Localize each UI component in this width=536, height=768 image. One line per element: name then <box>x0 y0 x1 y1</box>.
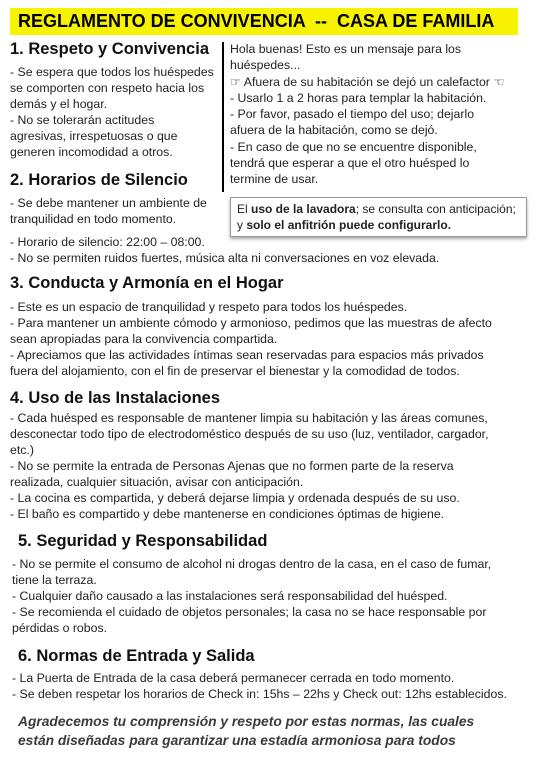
section-2-line: tranquilidad en todo momento. <box>10 212 177 226</box>
section-4-line: - La cocina es compartida, y deberá dejarse limpia y ordenada después de su uso. <box>10 491 460 505</box>
message-line <box>230 74 526 90</box>
message-line-text: Afuera de su habitación se dejó un calefactor <box>243 74 490 89</box>
section-5-line: - No se permite el consumo de alcohol ni drogas dentro de la casa, en el caso de fumar, <box>12 557 492 571</box>
message-line: huéspedes... <box>230 58 301 73</box>
section-1-line: demás y el hogar. <box>10 97 108 111</box>
message-line: - En caso de que no se encuentre disponible, <box>230 139 477 154</box>
message-line: afuera de la habitación, como se dejó. <box>230 123 438 138</box>
section-3-body <box>10 299 492 379</box>
section-5-line: - Cualquier daño causado a las instalaciones será responsabilidad del huésped. <box>12 589 448 603</box>
section-2-body-short <box>10 195 207 227</box>
section-5-line: tiene la terraza. <box>12 573 97 587</box>
section-6-body <box>12 670 507 702</box>
section-3-line: - Este es un espacio de tranquilidad y respeto para todos los huéspedes. <box>10 300 408 314</box>
section-4-line: realizada, cualquier situación, avisar con anticipación. <box>10 475 304 489</box>
pointing-right-hand-icon: ☞ <box>230 74 242 89</box>
section-1-line: agresivas, irrespetuosas o que <box>10 129 178 143</box>
section-2-heading: 2. Horarios de Silencio <box>10 171 188 189</box>
laundry-line: El uso de la lavadora; se consulta con anticipación; <box>237 202 516 216</box>
message-line: - Por favor, pasado el tiempo del uso; dejarlo <box>230 107 475 122</box>
section-5-heading: 5. Seguridad y Responsabilidad <box>18 532 268 550</box>
closing-line: están diseñadas para garantizar una estadía armoniosa para todos <box>18 733 456 748</box>
column-divider <box>222 42 224 192</box>
message-line: - Usarlo 1 a 2 horas para templar la habitación. <box>230 90 487 105</box>
section-6-line: - Se deben respetar los horarios de Check in: 15hs – 22hs y Check out: 12hs establecidos. <box>12 687 507 701</box>
section-2-line: - Horario de silencio: 22:00 – 08:00. <box>10 235 205 249</box>
closing-line: Agradecemos tu comprensión y respeto por estas normas, las cuales <box>18 714 475 729</box>
section-4-line: - Cada huésped es responsable de mantener limpia su habitación y las áreas comunes, <box>10 411 488 425</box>
section-6-heading: 6. Normas de Entrada y Salida <box>18 647 255 665</box>
section-3-heading: 3. Conducta y Armonía en el Hogar <box>10 274 284 292</box>
section-4-heading: 4. Uso de las Instalaciones <box>10 389 221 407</box>
section-4-line: etc.) <box>10 443 34 457</box>
section-3-line: sean apropiadas para la convivencia compartida. <box>10 332 278 346</box>
section-3-line: - Apreciamos que las actividades íntimas sean reservadas para espacios más privados <box>10 348 484 362</box>
section-5-line: pérdidas o robos. <box>12 621 108 635</box>
page-title: REGLAMENTO DE CONVIVENCIA -- CASA DE FAMILIA <box>10 8 518 35</box>
section-6-line: - La Puerta de Entrada de la casa deberá permanecer cerrada en todo momento. <box>12 671 455 685</box>
closing-message <box>18 712 528 750</box>
section-4-line: desconectar todo tipo de electrodoméstico después de su uso (luz, ventilador, cargador, <box>10 427 489 441</box>
section-1-line: - Se espera que todos los huéspedes <box>10 65 214 79</box>
section-4-body <box>10 410 489 522</box>
section-2-line: - No se permiten ruidos fuertes, música alta ni conversaciones en voz elevada. <box>10 251 440 265</box>
section-2-body <box>10 234 439 266</box>
section-1-line: se comporten con respeto hacia los <box>10 81 205 95</box>
section-2-line: - Se debe mantener un ambiente de <box>10 196 207 210</box>
guest-message <box>230 41 526 188</box>
message-line: Hola buenas! Esto es un mensaje para los <box>230 42 462 56</box>
section-1-line: generen incomodidad a otros. <box>10 145 173 159</box>
section-3-line: fuera del alojamiento, con el fin de preservar el bienestar y la comodidad de todos. <box>10 364 460 378</box>
laundry-notice <box>230 197 527 237</box>
section-1-heading: 1. Respeto y Convivencia <box>10 40 209 58</box>
section-3-line: - Para mantener un ambiente cómodo y armonioso, pedimos que las muestras de afecto <box>10 316 492 330</box>
message-line: tendrá que esperar a que el otro huésped lo <box>230 156 470 171</box>
message-line: termine de usar. <box>230 172 319 187</box>
section-1-line: - No se tolerarán actitudes <box>10 113 155 127</box>
section-4-line: - El baño es compartido y debe mantenerse en condiciones óptimas de higiene. <box>10 507 445 521</box>
section-1-body <box>10 64 214 160</box>
section-5-body <box>12 556 491 636</box>
laundry-line: y solo el anfitrión puede configurarlo. <box>237 218 452 232</box>
section-5-line: - Se recomienda el cuidado de objetos personales; la casa no se hace responsable por <box>12 605 487 619</box>
pointing-left-hand-icon: ☜ <box>493 74 505 89</box>
section-4-line: - No se permite la entrada de Personas Ajenas que no formen parte de la reserva <box>10 459 454 473</box>
